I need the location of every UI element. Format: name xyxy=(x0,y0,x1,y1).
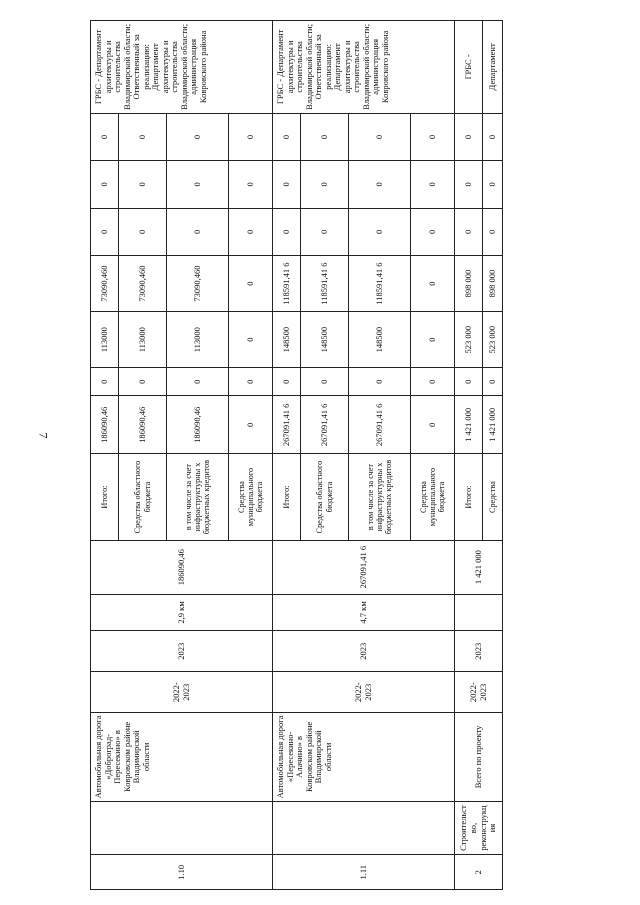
funding-source: Итого: xyxy=(91,454,119,540)
funding-2021: 0 xyxy=(483,368,503,396)
funding-2025: 0 xyxy=(91,161,119,208)
estimated-cost: 267091,41 6 xyxy=(273,540,455,594)
funding-2022: 148500 xyxy=(349,312,411,368)
funding-source: Средства муниципального бюджета xyxy=(229,454,273,540)
funding-2024: 0 xyxy=(167,208,229,255)
funding-total: 186090,46 xyxy=(91,396,119,454)
funding-2024: 0 xyxy=(411,208,455,255)
funding-2022: 148500 xyxy=(301,312,349,368)
funding-2021: 0 xyxy=(91,368,119,396)
funding-2021: 0 xyxy=(349,368,411,396)
funding-2024: 0 xyxy=(483,208,503,255)
funding-2021: 0 xyxy=(411,368,455,396)
responsible-party: ГРБС - Департамент архитектуры и строительства Владимирской области; Ответственный за реализацию: Департамент архитектуры и строительства Владимирской области; администрация Ковровского района xyxy=(273,21,455,114)
funding-2022: 148500 xyxy=(273,312,301,368)
implementation-period: 2022-2023 xyxy=(91,672,273,713)
funding-2021: 0 xyxy=(229,368,273,396)
funding-total: 0 xyxy=(411,396,455,454)
funding-source: в том числе за счет инфраструктурны х бюджетных кредитов xyxy=(167,454,229,540)
object-name: Автомобильная дорога «Доброград-Пересекино» в Ковровском районе Владимирской области xyxy=(91,713,273,801)
table-row xyxy=(91,21,119,890)
funding-2024: 0 xyxy=(349,208,411,255)
funding-2025: 0 xyxy=(167,161,229,208)
work-type xyxy=(273,801,455,855)
estimated-cost: 186090,46 xyxy=(91,540,273,594)
funding-2024: 0 xyxy=(229,208,273,255)
page-number: 7 xyxy=(36,432,51,439)
funding-source: Средства xyxy=(483,454,503,540)
capacity: 2,9 км xyxy=(91,594,273,631)
funding-total: 186090,46 xyxy=(167,396,229,454)
commissioning-year: 2023 xyxy=(455,631,503,672)
capacity: 4,7 км xyxy=(273,594,455,631)
funding-2026: 0 xyxy=(301,113,349,160)
row-number: 1.10 xyxy=(91,855,273,890)
funding-2025: 0 xyxy=(273,161,301,208)
funding-total: 0 xyxy=(229,396,273,454)
funding-2021: 0 xyxy=(167,368,229,396)
funding-2023: 73090,460 xyxy=(167,256,229,312)
funding-total: 267091,41 6 xyxy=(349,396,411,454)
commissioning-year: 2023 xyxy=(91,631,273,672)
funding-source: Средства областного бюджета xyxy=(301,454,349,540)
table-row xyxy=(273,21,301,890)
funding-2022: 113000 xyxy=(119,312,167,368)
funding-2023: 73090,460 xyxy=(119,256,167,312)
work-type xyxy=(91,801,273,855)
funding-2026: 0 xyxy=(455,113,483,160)
funding-2026: 0 xyxy=(411,113,455,160)
funding-2023: 0 xyxy=(411,256,455,312)
funding-2021: 0 xyxy=(301,368,349,396)
funding-2023: 898 000 xyxy=(483,256,503,312)
responsible-party: Департамент xyxy=(483,21,503,114)
funding-2024: 0 xyxy=(273,208,301,255)
funding-total: 267091,41 6 xyxy=(301,396,349,454)
capacity xyxy=(455,594,503,631)
funding-2025: 0 xyxy=(411,161,455,208)
implementation-period: 2022-2023 xyxy=(273,672,455,713)
funding-2021: 0 xyxy=(119,368,167,396)
row-number: 2 xyxy=(455,855,503,890)
funding-2025: 0 xyxy=(301,161,349,208)
funding-2025: 0 xyxy=(229,161,273,208)
funding-2026: 0 xyxy=(167,113,229,160)
funding-source: в том числе за счет инфраструктурны х бюджетных кредитов xyxy=(349,454,411,540)
row-number: 1.11 xyxy=(273,855,455,890)
funding-2024: 0 xyxy=(301,208,349,255)
funding-2023: 118591,41 6 xyxy=(349,256,411,312)
funding-source: Средства муниципального бюджета xyxy=(411,454,455,540)
funding-2026: 0 xyxy=(273,113,301,160)
funding-2023: 898 000 xyxy=(455,256,483,312)
funding-total: 186090,46 xyxy=(119,396,167,454)
funding-2026: 0 xyxy=(91,113,119,160)
estimated-cost: 1 421 000 xyxy=(455,540,503,594)
funding-2022: 113000 xyxy=(91,312,119,368)
funding-total: 1 421 000 xyxy=(455,396,483,454)
commissioning-year: 2023 xyxy=(273,631,455,672)
funding-2023: 73090,460 xyxy=(91,256,119,312)
funding-2026: 0 xyxy=(119,113,167,160)
program-table xyxy=(90,20,503,890)
responsible-party: ГРБС - xyxy=(455,21,483,114)
object-name: Всего по проекту xyxy=(455,713,503,801)
funding-2021: 0 xyxy=(455,368,483,396)
funding-2023: 0 xyxy=(229,256,273,312)
funding-2026: 0 xyxy=(349,113,411,160)
funding-total: 267091,41 6 xyxy=(273,396,301,454)
funding-2023: 118591,41 6 xyxy=(273,256,301,312)
funding-2025: 0 xyxy=(119,161,167,208)
funding-source: Итого: xyxy=(273,454,301,540)
funding-2024: 0 xyxy=(91,208,119,255)
funding-total: 1 421 000 xyxy=(483,396,503,454)
work-type: Строительство, реконструкция xyxy=(455,801,503,855)
funding-2025: 0 xyxy=(483,161,503,208)
funding-2025: 0 xyxy=(349,161,411,208)
funding-2026: 0 xyxy=(483,113,503,160)
funding-2026: 0 xyxy=(229,113,273,160)
funding-2022: 0 xyxy=(411,312,455,368)
funding-2022: 0 xyxy=(229,312,273,368)
funding-2022: 523 000 xyxy=(483,312,503,368)
funding-2023: 118591,41 6 xyxy=(301,256,349,312)
implementation-period: 2022-2023 xyxy=(455,672,503,713)
table-row xyxy=(455,21,483,890)
funding-2025: 0 xyxy=(455,161,483,208)
funding-source: Средства областного бюджета xyxy=(119,454,167,540)
funding-2024: 0 xyxy=(119,208,167,255)
funding-source: Итого: xyxy=(455,454,483,540)
object-name: Автомобильная дорога «Пересекино-Алачино» в Ковровском районе Владимирской области xyxy=(273,713,455,801)
funding-2021: 0 xyxy=(273,368,301,396)
funding-2024: 0 xyxy=(455,208,483,255)
funding-2022: 523 000 xyxy=(455,312,483,368)
responsible-party: ГРБС - Департамент архитектуры и строительства Владимирской области; Ответственный за реализацию: Департамент архитектуры и строительства Владимирской области; администрация Ковровского района xyxy=(91,21,273,114)
funding-2022: 113000 xyxy=(167,312,229,368)
